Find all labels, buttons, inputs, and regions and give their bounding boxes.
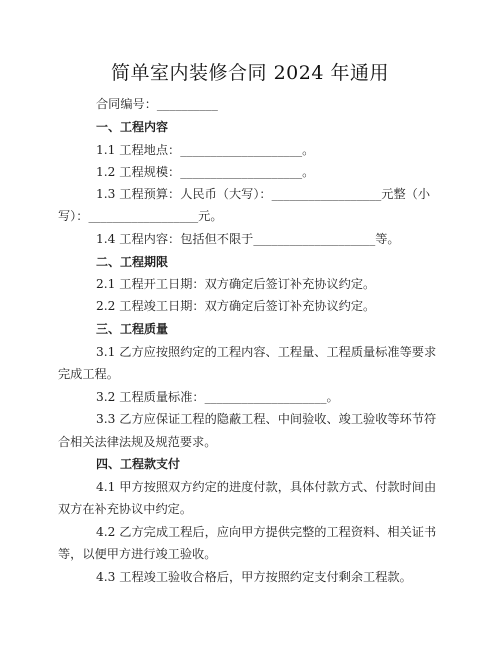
section-heading-4: 四、工程款支付: [96, 457, 181, 471]
clause-4-3: 4.3 工程竣工验收合格后，甲方按照约定支付剩余工程款。: [96, 570, 412, 584]
clause-4-1-line-2: 双方在补充协议中约定。: [58, 502, 193, 516]
clause-1-1: 1.1 工程地点：____________________。: [96, 143, 315, 157]
contract-number: 合同编号：__________: [96, 97, 218, 111]
clause-4-1-line-1: 4.1 甲方按照双方约定的进度付款，具体付款方式、付款时间由: [96, 480, 437, 494]
section-heading-1: 一、工程内容: [96, 120, 169, 134]
clause-2-1: 2.1 工程开工日期：双方确定后签订补充协议约定。: [96, 277, 376, 291]
clause-3-1-line-2: 完成工程。: [58, 367, 119, 381]
clause-3-2: 3.2 工程质量标准：____________________。: [96, 390, 339, 404]
clause-3-1-line-1: 3.1 乙方应按照约定的工程内容、工程量、工程质量标准等要求: [96, 345, 437, 359]
clause-1-3-line-1: 1.3 工程预算：人民币（大写）：__________________元整（小: [96, 187, 431, 201]
clause-3-3-line-1: 3.3 乙方应保证工程的隐蔽工程、中间验收、竣工验收等环节符: [96, 412, 437, 426]
section-heading-2: 二、工程期限: [96, 255, 169, 269]
clause-1-2: 1.2 工程规模：____________________。: [96, 165, 315, 179]
clause-1-4: 1.4 工程内容：包括但不限于____________________等。: [96, 232, 400, 246]
document-title: 简单室内装修合同 2024 年通用: [111, 62, 389, 84]
clause-3-3-line-2: 合相关法律法规及规范要求。: [58, 435, 217, 449]
clause-2-2: 2.2 工程竣工日期：双方确定后签订补充协议约定。: [96, 299, 376, 313]
section-heading-3: 三、工程质量: [96, 322, 169, 336]
clause-1-3-line-2: 写）：__________________元。: [58, 209, 223, 223]
clause-4-2-line-1: 4.2 乙方完成工程后，应向甲方提供完整的工程资料、相关证书: [96, 525, 437, 539]
clause-4-2-line-2: 等，以便甲方进行竣工验收。: [58, 547, 217, 561]
